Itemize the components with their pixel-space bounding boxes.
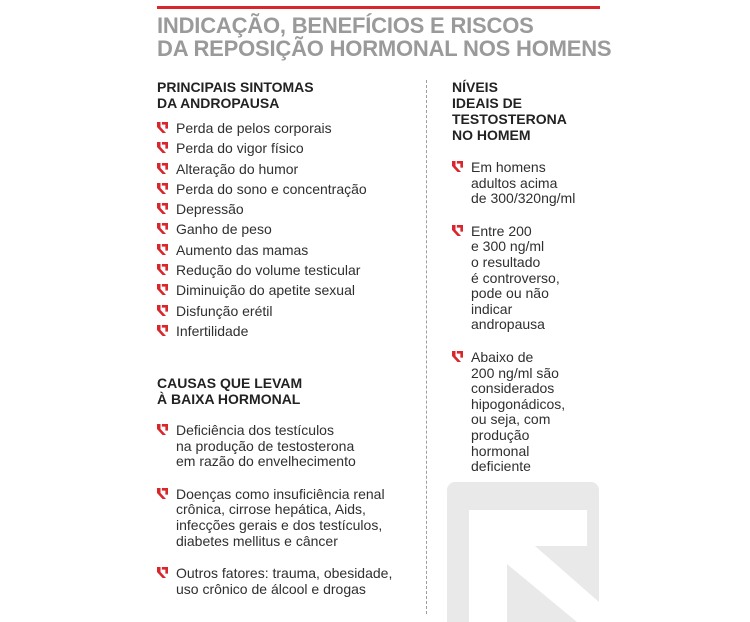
arrow-down-right-icon xyxy=(452,161,463,172)
list-item xyxy=(452,224,602,333)
list-item xyxy=(157,159,417,179)
symptoms-heading xyxy=(157,79,314,111)
list-item xyxy=(157,199,417,219)
list-item-text: de 300/320ng/ml xyxy=(471,190,576,207)
title-accent-bar xyxy=(157,6,600,9)
list-item-text: infecções gerais e dos testículos, xyxy=(176,516,383,533)
page-title-line-2: DA REPOSIÇÃO HORMONAL NOS HOMENS xyxy=(157,36,612,61)
levels-heading-line: NÍVEIS xyxy=(452,79,498,95)
list-item-text: o resultado xyxy=(471,253,541,270)
column-divider xyxy=(426,80,427,614)
list-item-text: Perda do sono e concentração xyxy=(176,180,367,197)
levels-heading-line: NO HOMEM xyxy=(452,127,531,143)
list-item-text: crônica, cirrose hepática, Aids, xyxy=(176,501,366,518)
list-item-text: diabetes mellitus e câncer xyxy=(176,532,338,549)
list-item xyxy=(157,423,422,470)
arrow-logo-icon xyxy=(447,482,599,622)
list-item-text: Entre 200 xyxy=(471,222,532,239)
logo-block xyxy=(447,482,599,622)
symptoms-heading-line-2: DA ANDROPAUSA xyxy=(157,95,280,111)
list-item-text: considerados xyxy=(471,380,555,397)
symptoms-list xyxy=(157,118,417,341)
arrow-down-right-icon xyxy=(452,225,463,236)
list-item-text: é controverso, xyxy=(471,269,560,286)
levels-heading xyxy=(452,79,567,143)
list-item xyxy=(157,138,417,158)
list-item xyxy=(157,487,422,549)
arrow-down-right-icon xyxy=(157,488,168,499)
list-item-text: e 300 ng/ml xyxy=(471,238,545,255)
arrow-down-right-icon xyxy=(157,163,168,174)
arrow-down-right-icon xyxy=(157,142,168,153)
list-item xyxy=(157,566,422,597)
list-item-text: Infertilidade xyxy=(176,322,249,339)
list-item xyxy=(157,321,417,341)
list-item-text: andropausa xyxy=(471,316,545,333)
list-item-text: Depressão xyxy=(176,201,244,218)
list-item-text: hipogonádicos, xyxy=(471,395,566,412)
arrow-down-right-icon xyxy=(452,351,463,362)
list-item xyxy=(157,301,417,321)
arrow-down-right-icon xyxy=(157,244,168,255)
arrow-down-right-icon xyxy=(157,325,168,336)
list-item-text: Doenças como insuficiência renal xyxy=(176,485,385,502)
list-item-text: pode ou não xyxy=(471,285,549,302)
causes-heading xyxy=(157,375,302,407)
list-item xyxy=(157,179,417,199)
levels-list xyxy=(452,160,602,475)
list-item-text: adultos acima xyxy=(471,174,558,191)
list-item xyxy=(157,118,417,138)
list-item-text: Deficiência dos testículos xyxy=(176,422,334,438)
causes-heading-line-1: CAUSAS QUE LEVAM xyxy=(157,375,303,391)
arrow-down-right-icon xyxy=(157,203,168,214)
list-item-text: produção xyxy=(471,426,530,443)
list-item xyxy=(452,160,602,207)
list-item-text: Diminuição do apetite sexual xyxy=(176,282,355,299)
list-item xyxy=(452,350,602,475)
arrow-down-right-icon xyxy=(157,183,168,194)
list-item-text: Ganho de peso xyxy=(176,221,272,238)
list-item xyxy=(157,240,417,260)
arrow-down-right-icon xyxy=(157,567,168,578)
list-item-text: Redução do volume testicular xyxy=(176,262,361,279)
arrow-down-right-icon xyxy=(157,284,168,295)
list-item-text: Outros fatores: trauma, obesidade, xyxy=(176,565,393,582)
list-item-text: uso crônico de álcool e drogas xyxy=(176,580,366,597)
list-item-text: Abaixo de xyxy=(471,348,534,365)
levels-heading-line: TESTOSTERONA xyxy=(452,111,567,127)
arrow-down-right-icon xyxy=(157,223,168,234)
causes-list xyxy=(157,423,422,597)
symptoms-heading-line-1: PRINCIPAIS SINTOMAS xyxy=(157,79,314,95)
list-item-text: em razão do envelhecimento xyxy=(176,453,356,470)
causes-heading-line-2: À BAIXA HORMONAL xyxy=(157,391,301,407)
page-title xyxy=(157,14,617,60)
list-item xyxy=(157,219,417,239)
page-title-line-1: INDICAÇÃO, BENEFÍCIOS E RISCOS xyxy=(157,13,534,38)
arrow-down-right-icon xyxy=(157,122,168,133)
list-item-text: Alteração do humor xyxy=(176,160,299,177)
list-item-text: indicar xyxy=(471,300,513,317)
list-item-text: Disfunção erétil xyxy=(176,302,273,319)
arrow-down-right-icon xyxy=(157,305,168,316)
arrow-down-right-icon xyxy=(157,424,168,435)
list-item-text: Em homens xyxy=(471,159,546,175)
list-item-text: ou seja, com xyxy=(471,411,551,428)
list-item-text: Aumento das mamas xyxy=(176,241,309,258)
list-item xyxy=(157,280,417,300)
levels-heading-line: IDEAIS DE xyxy=(452,95,523,111)
list-item-text: hormonal xyxy=(471,442,530,459)
list-item-text: Perda de pelos corporais xyxy=(176,120,332,136)
list-item-text: deficiente xyxy=(471,458,531,475)
list-item xyxy=(157,260,417,280)
list-item-text: 200 ng/ml são xyxy=(471,364,559,381)
list-item-text: Perda do vigor físico xyxy=(176,140,304,157)
list-item-text: na produção de testosterona xyxy=(176,437,355,454)
arrow-down-right-icon xyxy=(157,264,168,275)
